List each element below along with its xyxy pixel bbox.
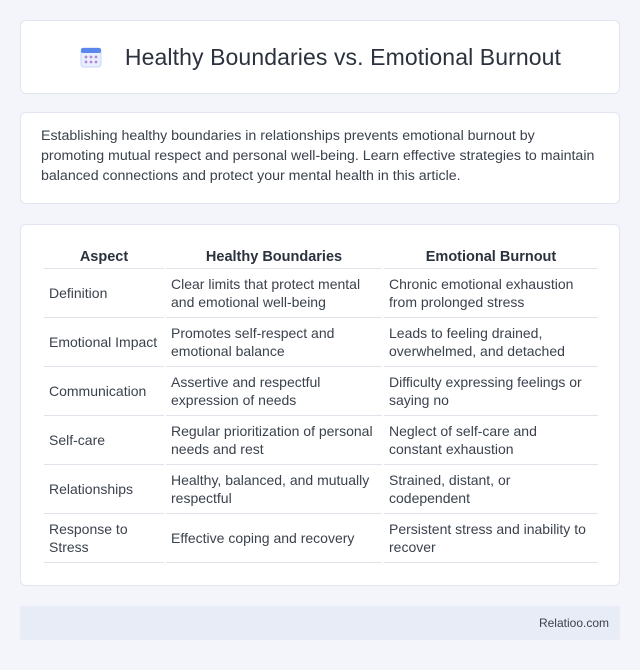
table-row [44, 367, 598, 416]
aspect-cell: Definition [44, 269, 164, 318]
aspect-cell: Communication [44, 367, 164, 416]
intro-text: Establishing healthy boundaries in relationships prevents emotional burnout by promoting mutual respect and personal well-being. Learn effective strategies to maintain balanced connections and protect your mental health in this article. [41, 128, 595, 184]
healthy-boundaries-cell: Effective coping and recovery [166, 514, 382, 563]
emotional-burnout-cell: Leads to feeling drained, overwhelmed, and detached [384, 318, 598, 367]
table-row [44, 465, 598, 514]
emotional-burnout-cell: Chronic emotional exhaustion from prolonged stress [384, 269, 598, 318]
table-row [44, 514, 598, 563]
table-row [44, 416, 598, 465]
footer [20, 606, 620, 640]
emotional-burnout-cell: Persistent stress and inability to recover [384, 514, 598, 563]
intro-card [20, 112, 620, 204]
aspect-cell: Relationships [44, 465, 164, 514]
healthy-boundaries-cell: Clear limits that protect mental and emotional well-being [166, 269, 382, 318]
column-header-healthy-boundaries: Healthy Boundaries [166, 247, 382, 269]
aspect-cell: Response to Stress [44, 514, 164, 563]
healthy-boundaries-cell: Assertive and respectful expression of needs [166, 367, 382, 416]
footer-brand: Relatioo.com [538, 616, 609, 630]
aspect-cell: Emotional Impact [44, 318, 164, 367]
title-card [20, 20, 620, 94]
page-title: Healthy Boundaries vs. Emotional Burnout [124, 43, 562, 70]
column-header-emotional-burnout: Emotional Burnout [384, 247, 598, 269]
comparison-card [20, 224, 620, 586]
healthy-boundaries-cell: Healthy, balanced, and mutually respectful [166, 465, 382, 514]
emotional-burnout-cell: Difficulty expressing feelings or saying no [384, 367, 598, 416]
emotional-burnout-cell: Strained, distant, or codependent [384, 465, 598, 514]
healthy-boundaries-cell: Regular prioritization of personal needs and rest [166, 416, 382, 465]
emotional-burnout-cell: Neglect of self-care and constant exhaustion [384, 416, 598, 465]
table-header-row [44, 247, 598, 269]
calendar-icon [79, 45, 103, 69]
healthy-boundaries-cell: Promotes self-respect and emotional balance [166, 318, 382, 367]
table-row [44, 318, 598, 367]
aspect-cell: Self-care [44, 416, 164, 465]
column-header-aspect: Aspect [44, 247, 164, 269]
table-row [44, 269, 598, 318]
comparison-table [42, 247, 600, 563]
